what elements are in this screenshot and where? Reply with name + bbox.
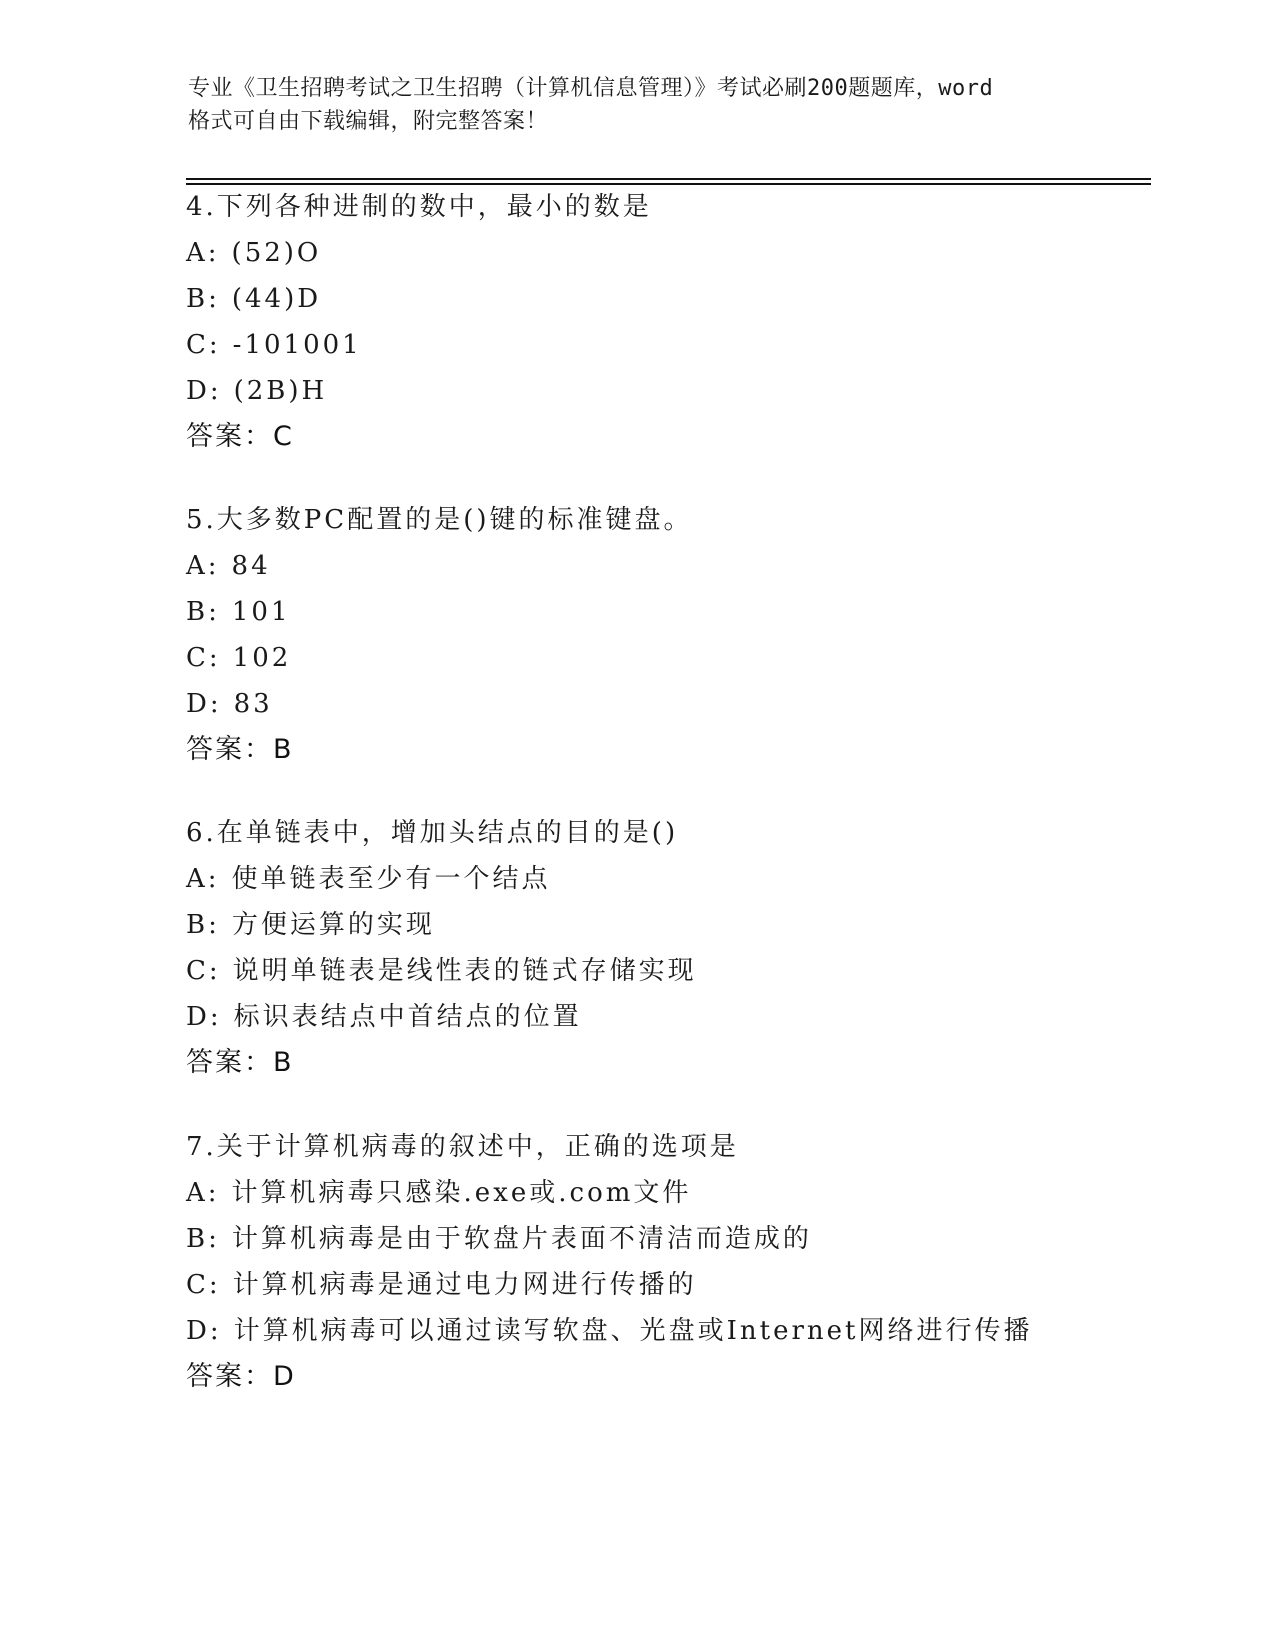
option-text: -101001 xyxy=(232,330,362,360)
option-label: D: xyxy=(186,1316,222,1346)
option-text: 83 xyxy=(233,689,273,719)
option-a xyxy=(186,230,1146,276)
answer-line xyxy=(186,1354,1146,1400)
option-text: 计算机病毒可以通过读写软盘、光盘或Internet网络进行传播 xyxy=(233,1316,1033,1346)
option-text: 方便运算的实现 xyxy=(231,910,435,940)
option-label: A: xyxy=(186,864,220,894)
option-d xyxy=(186,368,1146,414)
option-label: C: xyxy=(186,1270,221,1300)
option-label: A: xyxy=(186,1178,220,1208)
option-text: (44)D xyxy=(231,284,322,314)
answer-prefix: 答案： xyxy=(186,734,273,765)
option-d xyxy=(186,994,1146,1040)
answer-line xyxy=(186,1040,1146,1086)
option-d xyxy=(186,681,1146,727)
option-text: 使单链表至少有一个结点 xyxy=(231,864,551,894)
option-label: B: xyxy=(186,1224,220,1254)
option-text: 84 xyxy=(231,551,271,581)
option-label: D: xyxy=(186,376,222,406)
option-text: 101 xyxy=(231,597,291,627)
option-a xyxy=(186,543,1146,589)
answer-line xyxy=(186,727,1146,773)
option-text: 计算机病毒是由于软盘片表面不清洁而造成的 xyxy=(231,1224,812,1254)
option-text: 计算机病毒只感染.exe或.com文件 xyxy=(231,1178,692,1208)
question-stem: 5.大多数PC配置的是()键的标准键盘。 xyxy=(186,505,693,535)
header-line-2: 格式可自由下载编辑，附完整答案！ xyxy=(188,109,549,134)
option-text: 计算机病毒是通过电力网进行传播的 xyxy=(232,1270,697,1300)
answer-prefix: 答案： xyxy=(186,1361,273,1392)
option-text: (52)O xyxy=(231,238,322,268)
option-a xyxy=(186,1170,1146,1216)
question-7 xyxy=(186,1124,1146,1400)
answer-prefix: 答案： xyxy=(186,1047,273,1078)
option-label: B: xyxy=(186,284,220,314)
question-4 xyxy=(186,184,1146,460)
option-c xyxy=(186,635,1146,681)
option-a xyxy=(186,856,1146,902)
option-label: C: xyxy=(186,643,221,673)
answer-value: C xyxy=(273,421,294,452)
option-label: D: xyxy=(186,689,222,719)
option-label: B: xyxy=(186,597,220,627)
option-c xyxy=(186,322,1146,368)
question-stem: 6.在单链表中，增加头结点的目的是() xyxy=(186,818,679,848)
option-text: 标识表结点中首结点的位置 xyxy=(233,1002,582,1032)
option-label: C: xyxy=(186,956,221,986)
option-label: C: xyxy=(186,330,221,360)
question-stem: 7.关于计算机病毒的叙述中，正确的选项是 xyxy=(186,1132,739,1162)
answer-prefix: 答案： xyxy=(186,421,273,452)
document-header xyxy=(188,72,1088,138)
answer-value: B xyxy=(273,734,294,765)
header-divider-top xyxy=(186,178,1151,180)
answer-value: D xyxy=(273,1361,296,1392)
question-5 xyxy=(186,497,1146,773)
option-label: A: xyxy=(186,551,220,581)
question-6 xyxy=(186,810,1146,1086)
option-label: A: xyxy=(186,238,220,268)
option-b xyxy=(186,276,1146,322)
option-d xyxy=(186,1308,1146,1354)
question-stem: 4.下列各种进制的数中，最小的数是 xyxy=(186,192,652,222)
answer-value: B xyxy=(273,1047,294,1078)
option-text: 说明单链表是线性表的链式存储实现 xyxy=(232,956,697,986)
option-b xyxy=(186,902,1146,948)
option-text: 102 xyxy=(232,643,292,673)
option-label: D: xyxy=(186,1002,222,1032)
option-text: (2B)H xyxy=(233,376,328,406)
option-b xyxy=(186,589,1146,635)
option-label: B: xyxy=(186,910,220,940)
option-b xyxy=(186,1216,1146,1262)
header-line-1: 专业《卫生招聘考试之卫生招聘（计算机信息管理）》考试必刷200题题库，word xyxy=(188,76,994,101)
answer-line xyxy=(186,414,1146,460)
option-c xyxy=(186,948,1146,994)
option-c xyxy=(186,1262,1146,1308)
